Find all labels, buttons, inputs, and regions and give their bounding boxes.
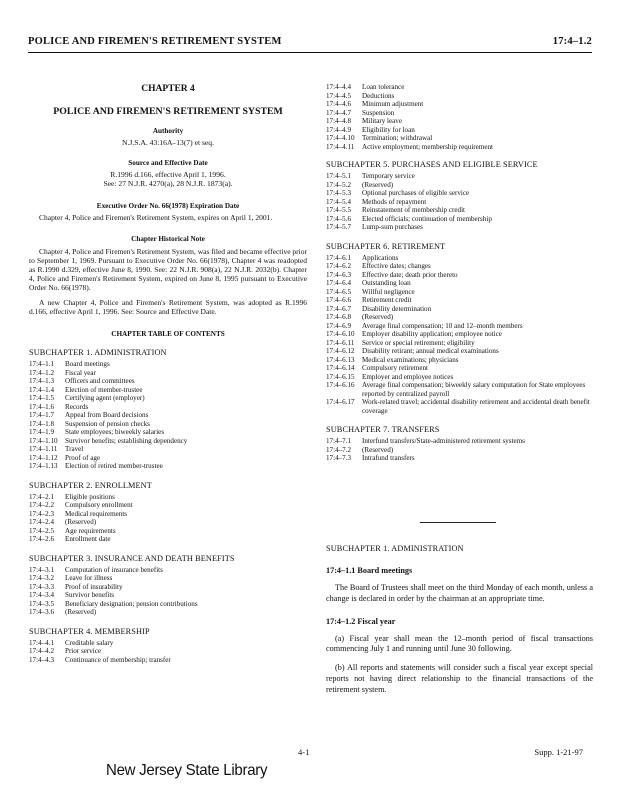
toc-entry-number: 17:4–4.3 <box>29 655 55 664</box>
toc-entry <box>326 381 593 398</box>
toc-entry <box>29 535 307 544</box>
toc-entry-number: 17:4–6.13 <box>326 355 355 364</box>
toc-entry <box>326 92 593 101</box>
toc-entry-title: Election of retired member-trustee <box>65 462 163 470</box>
toc-list <box>29 566 307 617</box>
toc-entry <box>29 462 307 471</box>
toc-entry <box>326 364 593 373</box>
authority-heading: Authority <box>152 127 184 135</box>
toc-entry-title: Computation of insurance benefits <box>65 565 163 574</box>
toc-entry <box>29 566 307 575</box>
toc-entry <box>326 223 593 232</box>
toc-entry-number: 17:4–2.5 <box>29 526 55 535</box>
toc-entry-title: Suspension <box>362 108 395 117</box>
toc-entry <box>29 420 307 429</box>
toc-entry-title: (Reserved) <box>362 313 394 321</box>
toc-entry-number: 17:4–6.7 <box>326 304 352 313</box>
chapter-number: CHAPTER 4 <box>141 84 195 94</box>
toc-entry-title: Beneficiary designation; pension contributions <box>65 599 198 608</box>
toc-entry <box>29 454 307 463</box>
library-stamp: New Jersey State Library <box>106 762 268 779</box>
toc-entry-number: 17:4–6.6 <box>326 296 352 304</box>
toc-entry-title: Intrafund transfers <box>362 454 415 462</box>
left-column <box>29 70 307 664</box>
toc-entry-number: 17:4–7.2 <box>326 445 352 454</box>
toc-entry <box>326 330 593 339</box>
toc-entry-title: Methods of repayment <box>362 197 427 206</box>
toc-right-continued <box>326 83 593 151</box>
toc-entry-title: Eligible positions <box>65 492 115 501</box>
toc-entry-title: Minimum adjustment <box>362 100 424 108</box>
toc-entry <box>29 647 307 656</box>
toc-entry-number: 17:4–4.5 <box>326 91 352 100</box>
toc-entry-number: 17:4–6.2 <box>326 262 352 270</box>
toc-entry-title: Outstanding loan <box>362 279 411 287</box>
toc-subchapter-heading: SUBCHAPTER 1. ADMINISTRATION <box>29 348 167 357</box>
toc-entry-title: Enrollment date <box>65 535 111 543</box>
toc-entry-title: Retirement credit <box>362 296 412 304</box>
toc-entry-title: Elected officials; continuation of membership <box>362 214 492 223</box>
toc-entry-title: Medical requirements <box>65 509 128 518</box>
toc-entry <box>29 360 307 369</box>
toc-entry-title: Applications <box>362 253 399 262</box>
toc-entry-number: 17:4–4.7 <box>326 108 352 117</box>
toc-entry-number: 17:4–3.6 <box>29 608 55 616</box>
toc-entry <box>326 313 593 322</box>
toc-entry-number: 17:4–6.9 <box>326 321 352 330</box>
toc-entry <box>29 518 307 527</box>
toc-entry-number: 17:4–1.9 <box>29 428 55 436</box>
toc-entry <box>326 356 593 365</box>
history-heading: Chapter Historical Note <box>131 235 205 243</box>
toc-list <box>326 254 593 416</box>
toc-entry <box>326 262 593 271</box>
toc-entry-number: 17:4–3.5 <box>29 599 55 608</box>
toc-entry-title: Effective dates; changes <box>362 262 431 270</box>
toc-entry-number: 17:4–4.9 <box>326 125 352 134</box>
toc-entry <box>29 437 307 446</box>
toc-entry-title: Disability determination <box>362 304 432 313</box>
toc-entry <box>326 271 593 280</box>
toc-entry <box>326 198 593 207</box>
toc-entry-number: 17:4–3.3 <box>29 582 55 591</box>
toc-entry-number: 17:4–3.1 <box>29 565 55 574</box>
toc-entry-number: 17:4–2.6 <box>29 535 55 543</box>
toc-list <box>29 493 307 544</box>
eo-text: Chapter 4, Police and Firemen's Retirement System, expires on April 1, 2001. <box>39 213 273 222</box>
section-divider <box>420 522 496 523</box>
toc-entry-title: (Reserved) <box>362 180 394 189</box>
toc-entry <box>326 109 593 118</box>
toc-entry-number: 17:4–6.10 <box>326 330 355 338</box>
header-section-number: 17:4–1.2 <box>552 36 592 47</box>
toc-entry <box>29 428 307 437</box>
toc-entry-title: Employer disability application; employee notice <box>362 330 502 338</box>
toc-entry-number: 17:4–6.1 <box>326 253 352 262</box>
toc-entry <box>29 591 307 600</box>
source-heading: Source and Effective Date <box>128 159 208 167</box>
toc-entry-title: Interfund transfers/State-administered retirement systems <box>362 437 525 445</box>
toc-entry-title: Proof of age <box>65 453 101 462</box>
page-number: 4-1 <box>298 747 310 757</box>
toc-right-list <box>326 160 593 463</box>
toc-entry-title: (Reserved) <box>65 518 97 526</box>
history-paragraph-1: Chapter 4, Police and Firemen's Retirement System, was filed and became effective prior to September 1, 1969. Pursuant to Executive Order No. 66(1978), Chapter 4 was readopted as R.1990 d.329, effective June 8, 1990. See: 22 N.J.R. 908(a), 22 N.J.R. 2032(b). Chapter 4, Police and Firemen's Retirement System, expired on June 8, 1995 pursuant to Executive Order No. 66(1978). <box>29 247 307 292</box>
toc-entry-number: 17:4–6.14 <box>326 364 355 372</box>
toc-entry-title: (Reserved) <box>65 608 97 616</box>
toc-entry <box>29 386 307 395</box>
toc-entry-title: Reinstatement of membership credit <box>362 206 466 214</box>
toc-entry-number: 17:4–1.5 <box>29 394 55 402</box>
toc-entry-title: Medical examinations; physicians <box>362 355 459 364</box>
section-heading-fiscal-year: 17:4–1.2 Fiscal year <box>326 616 396 626</box>
body-text <box>326 544 593 696</box>
toc-entry-number: 17:4–6.12 <box>326 347 355 355</box>
toc-entry <box>326 172 593 181</box>
toc-entry-title: Loan tolerance <box>362 83 405 91</box>
toc-entry-number: 17:4–7.3 <box>326 454 352 462</box>
toc-entry <box>326 446 593 455</box>
toc-entry <box>29 377 307 386</box>
toc-entry <box>29 501 307 510</box>
toc-entry-number: 17:4–4.4 <box>326 83 352 91</box>
body-subchapter-heading: SUBCHAPTER 1. ADMINISTRATION <box>326 544 464 553</box>
toc-entry-title: Certifying agent (employer) <box>65 394 145 402</box>
toc-entry-title: Leave for illness <box>65 574 113 582</box>
toc-entry-number: 17:4–3.4 <box>29 591 55 599</box>
toc-entry-number: 17:4–6.4 <box>326 279 352 287</box>
toc-entry-title: Travel <box>65 445 84 453</box>
toc-entry <box>326 134 593 143</box>
toc-entry-number: 17:4–1.7 <box>29 411 55 419</box>
toc-entry-number: 17:4–7.1 <box>326 437 352 445</box>
toc-entry <box>29 574 307 583</box>
toc-subchapter-heading: SUBCHAPTER 7. TRANSFERS <box>326 425 440 434</box>
toc-entry <box>29 394 307 403</box>
toc-entry-number: 17:4–4.10 <box>326 134 355 142</box>
toc-entry-title: Average final compensation; 10 and 12–month members <box>362 321 523 330</box>
toc-subchapter-heading: SUBCHAPTER 2. ENROLLMENT <box>29 480 152 490</box>
toc-entry <box>326 398 593 415</box>
toc-subchapter-heading: SUBCHAPTER 5. PURCHASES AND ELIGIBLE SERVICE <box>326 160 538 169</box>
toc-entry <box>326 305 593 314</box>
toc-entry-number: 17:4–2.1 <box>29 492 55 501</box>
toc-entry-number: 17:4–1.10 <box>29 436 58 445</box>
toc-entry-number: 17:4–6.16 <box>326 381 355 389</box>
toc-entry <box>326 83 593 92</box>
toc-entry-number: 17:4–6.3 <box>326 270 352 279</box>
toc-entry <box>326 437 593 446</box>
toc-entry-number: 17:4–5.2 <box>326 180 352 189</box>
toc-entry <box>326 288 593 297</box>
toc-entry-number: 17:4–1.12 <box>29 453 58 462</box>
toc-entry-title: Compulsory retirement <box>362 364 428 372</box>
toc-entry <box>326 143 593 152</box>
toc-entry <box>326 206 593 215</box>
toc-entry-title: Eligibility for loan <box>362 125 415 134</box>
toc-entry-number: 17:4–5.7 <box>326 223 352 231</box>
toc-entry <box>29 527 307 536</box>
history-paragraph-2: A new Chapter 4, Police and Firemen's Retirement System, was adopted as R.1996 d.166, effective April 1, 1996. See: Source and Effective Date. <box>29 298 307 316</box>
toc-entry-title: Military leave <box>362 117 402 125</box>
toc-entry-title: Active employment; membership requirement <box>362 142 493 151</box>
toc-entry-title: Willful negligence <box>362 287 415 296</box>
toc-entry <box>326 215 593 224</box>
toc-entry-title: Officers and committees <box>65 377 135 385</box>
toc-entry-title: Prior service <box>65 647 102 655</box>
toc-entry-title: Temporary service <box>362 172 415 180</box>
toc-entry <box>326 126 593 135</box>
right-column <box>326 83 593 463</box>
toc-entry-title: Compulsory enrollment <box>65 501 133 509</box>
supplement-date: Supp. 1-21-97 <box>534 747 583 757</box>
toc-entry-number: 17:4–4.8 <box>326 117 352 125</box>
toc-heading: CHAPTER TABLE OF CONTENTS <box>111 330 225 338</box>
toc-entry-title: Board meetings <box>65 360 110 368</box>
toc-entry-title: Suspension of pension checks <box>65 419 150 428</box>
toc-entry-number: 17:4–6.15 <box>326 372 355 381</box>
toc-entry-number: 17:4–6.17 <box>326 398 355 406</box>
toc-entry-number: 17:4–2.3 <box>29 509 55 518</box>
toc-entry-number: 17:4–1.6 <box>29 402 55 411</box>
toc-entry-number: 17:4–5.4 <box>326 197 352 206</box>
toc-entry-title: Survivor benefits; establishing dependency <box>65 436 188 445</box>
toc-entry-title: Records <box>65 402 89 411</box>
toc-entry <box>326 339 593 348</box>
toc-entry-number: 17:4–1.4 <box>29 385 55 394</box>
toc-entry-number: 17:4–4.6 <box>326 100 352 108</box>
toc-entry <box>326 117 593 126</box>
toc-entry-number: 17:4–5.1 <box>326 172 352 180</box>
toc-entry <box>326 454 593 463</box>
section-text-fiscal-year-b: (b) All reports and statements will consider such a fiscal year except special reports not having direct relationship to the financial transactions of the retirement system. <box>326 663 593 694</box>
toc-entry-number: 17:4–1.3 <box>29 377 55 385</box>
toc-entry <box>29 493 307 502</box>
source-line-1: R.1996 d.166, effective April 1, 1996. <box>110 170 226 179</box>
toc-entry-number: 17:4–1.1 <box>29 360 55 368</box>
toc-entry-title: Effective date; death prior thereto <box>362 270 458 279</box>
toc-entry-number: 17:4–6.8 <box>326 313 352 321</box>
toc-entry-title: Creditable salary <box>65 638 114 647</box>
authority-text: N.J.S.A. 43:16A–13(7) et seq. <box>122 138 214 147</box>
section-heading-board-meetings: 17:4–1.1 Board meetings <box>326 566 413 575</box>
toc-entry-title: Fiscal year <box>65 368 96 377</box>
header-rule <box>28 52 592 53</box>
toc-entry-title: (Reserved) <box>362 445 394 454</box>
section-text-board-meetings: The Board of Trustees shall meet on the third Monday of each month, unless a change is declared in order by the chairman at an appropriate time. <box>326 583 593 603</box>
toc-entry-title: Election of member-trustee <box>65 385 143 394</box>
chapter-title: POLICE AND FIREMEN'S RETIREMENT SYSTEM <box>53 106 283 117</box>
toc-entry-title: Appeal from Board decisions <box>65 411 149 419</box>
toc-entry-title: Disability retirant; annual medical examinations <box>362 347 499 355</box>
toc-entry <box>29 445 307 454</box>
toc-subchapter-heading: SUBCHAPTER 4. MEMBERSHIP <box>29 626 150 636</box>
eo-heading: Executive Order No. 66(1978) Expiration Date <box>96 202 240 210</box>
toc-entry <box>326 189 593 198</box>
toc-subchapter-heading: SUBCHAPTER 6. RETIREMENT <box>326 241 446 251</box>
toc-list <box>326 437 593 463</box>
toc-entry <box>326 347 593 356</box>
toc-entry-title: Work-related travel; accidental disability retirement and accidental death benefit coverage <box>362 398 590 415</box>
toc-entry-title: Optional purchases of eligible service <box>362 189 470 197</box>
toc-entry-number: 17:4–1.13 <box>29 462 58 470</box>
toc-entry-number: 17:4–5.3 <box>326 189 352 197</box>
toc-entry-number: 17:4–3.2 <box>29 574 55 582</box>
toc-entry-title: Age requirements <box>65 526 116 535</box>
toc-entry-title: Termination; withdrawal <box>362 134 433 142</box>
toc-entry-number: 17:4–4.11 <box>326 142 355 151</box>
toc-entry-title: Continuance of membership; transfer <box>65 655 171 664</box>
toc-entry-number: 17:4–2.4 <box>29 518 55 526</box>
toc-entry-title: Survivor benefits <box>65 591 115 599</box>
toc-subchapter-heading: SUBCHAPTER 3. INSURANCE AND DEATH BENEFITS <box>29 553 235 563</box>
toc-entry <box>29 403 307 412</box>
toc-entry <box>29 639 307 648</box>
toc-entry-title: Service or special retirement; eligibility <box>362 338 475 347</box>
toc-entry <box>326 181 593 190</box>
toc-entry-number: 17:4–1.8 <box>29 419 55 428</box>
toc-entry-number: 17:4–2.2 <box>29 501 55 509</box>
toc-entry <box>326 254 593 263</box>
toc-entry-number: 17:4–1.11 <box>29 445 58 453</box>
toc-entry <box>29 510 307 519</box>
toc-entry-number: 17:4–5.6 <box>326 214 352 223</box>
toc-list <box>29 639 307 665</box>
toc-entry <box>326 296 593 305</box>
toc-entry <box>29 583 307 592</box>
toc-list <box>29 360 307 471</box>
section-text-fiscal-year-a: (a) Fiscal year shall mean the 12–month period of fiscal transactions commencing July 1 and running until June 30 following. <box>326 633 593 654</box>
toc-entry <box>29 608 307 617</box>
toc-entry-number: 17:4–6.5 <box>326 287 352 296</box>
toc-entry-number: 17:4–6.11 <box>326 338 355 347</box>
toc-entry-title: State employees; biweekly salaries <box>65 428 165 436</box>
toc-entry-title: Proof of insurability <box>65 582 123 591</box>
toc-entry-title: Deductions <box>362 91 395 100</box>
toc-entry-title: Average final compensation; biweekly salary computation for State employees reported by centralized payroll <box>362 381 586 398</box>
toc-entry <box>29 656 307 665</box>
toc-left-list <box>29 348 307 664</box>
running-header <box>28 36 592 48</box>
toc-entry-title: Employer and employee notices <box>362 372 454 381</box>
header-title: POLICE AND FIREMEN'S RETIREMENT SYSTEM <box>28 36 282 47</box>
toc-entry-number: 17:4–1.2 <box>29 368 55 377</box>
toc-entry <box>326 373 593 382</box>
source-line-2: See: 27 N.J.R. 4270(a), 28 N.J.R. 1873(a). <box>103 179 233 188</box>
toc-entry <box>326 322 593 331</box>
toc-entry <box>29 600 307 609</box>
toc-entry-number: 17:4–5.5 <box>326 206 352 214</box>
toc-list <box>326 172 593 232</box>
toc-entry-number: 17:4–4.1 <box>29 638 55 647</box>
toc-entry <box>326 100 593 109</box>
toc-entry <box>29 411 307 420</box>
toc-entry <box>29 369 307 378</box>
toc-entry <box>326 279 593 288</box>
toc-entry-title: Lump-sum purchases <box>362 223 423 231</box>
toc-entry-number: 17:4–4.2 <box>29 647 55 655</box>
